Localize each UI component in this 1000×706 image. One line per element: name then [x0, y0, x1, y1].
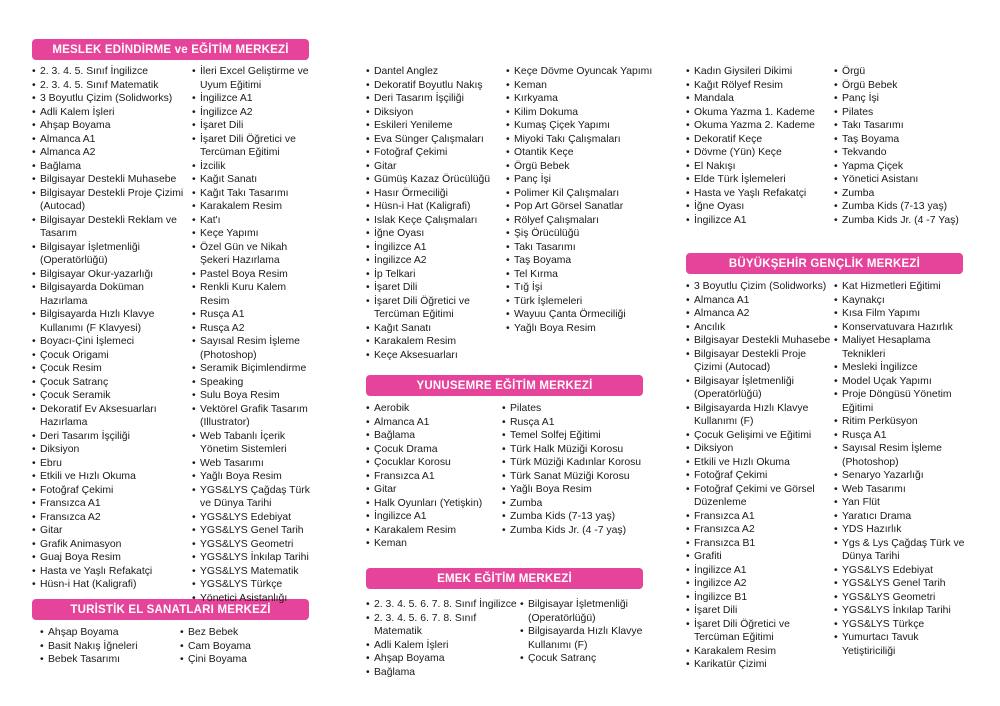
list-item: • Islak Keçe Çalışmaları — [366, 214, 506, 228]
list-item: • Pastel Boya Resim — [192, 268, 314, 282]
list-item: • Kat'ı — [192, 214, 314, 228]
emek-title: EMEK EĞİTİM MERKEZİ — [437, 572, 572, 585]
list-item: • Renkli Kuru Kalem Resim — [192, 281, 314, 308]
list-item: • Fransızca A1 — [686, 510, 831, 524]
list-item: • Cam Boyama — [180, 640, 300, 654]
list-item: • Bilgisayarda Doküman Hazırlama — [32, 281, 192, 308]
list-item: • Karakalem Resim — [366, 335, 506, 349]
list-item: • İngilizce A1 — [192, 92, 314, 106]
list-item: • Kadın Giysileri Dikimi — [686, 65, 831, 79]
list-item: • Zumba Kids Jr. (4 -7 yaş) — [502, 524, 652, 538]
list-item: • Fotoğraf Çekimi ve Görsel Düzenleme — [686, 483, 831, 510]
list-item: • Halk Oyunları (Yetişkin) — [366, 497, 502, 511]
list-item: • 2. 3. 4. 5. Sınıf Matematik — [32, 79, 192, 93]
list-item: • Aerobik — [366, 402, 502, 416]
list-item: • Konservatuvara Hazırlık — [834, 321, 974, 335]
list-item: • Diksiyon — [686, 442, 831, 456]
list-item: • İngilizce A2 — [686, 577, 831, 591]
list-item: • Fransızca A1 — [32, 497, 192, 511]
meslek-list-col3 — [366, 65, 506, 362]
turistik-list-col2 — [180, 626, 300, 667]
list-item: • Fotoğraf Çekimi — [366, 146, 506, 160]
meslek-title: MESLEK EDİNDİRME ve EĞİTİM MERKEZİ — [52, 43, 289, 56]
list-item: • Fransızca A2 — [686, 523, 831, 537]
list-item: • Tekvando — [834, 146, 974, 160]
list-item: • Yönetici Asistanlığı — [192, 592, 314, 606]
list-item: • YGS&LYS Geometri — [192, 538, 314, 552]
list-item: • Bilgisayar Destekli Proje Çizimi (Autocad) — [32, 187, 192, 214]
list-item: • Temel Solfej Eğitimi — [502, 429, 652, 443]
list-item: • YGS&LYS Geometri — [834, 591, 974, 605]
list-item: • Zumba — [502, 497, 652, 511]
list-item: • Yağlı Boya Resim — [192, 470, 314, 484]
list-item: • Zumba Kids (7-13 yaş) — [502, 510, 652, 524]
list-item: • Deri Tasarım İşçiliği — [32, 430, 192, 444]
list-item: • Pilates — [502, 402, 652, 416]
list-item: • Kaynakçı — [834, 294, 974, 308]
list-item: • Dekoratif Boyutlu Nakış — [366, 79, 506, 93]
list-item: • Şiş Örücülüğü — [506, 227, 656, 241]
list-item: • Panç İşi — [506, 173, 656, 187]
list-item: • Dekoratif Ev Aksesuarları Hazırlama — [32, 403, 192, 430]
list-item: • Zumba Kids (7-13 yaş) — [834, 200, 974, 214]
list-item: • Fransızca A2 — [32, 511, 192, 525]
list-item: • Yumurtacı Tavuk Yetiştiriciliği — [834, 631, 974, 658]
list-item: • İngilizce A1 — [686, 214, 831, 228]
list-item: • Fotoğraf Çekimi — [686, 469, 831, 483]
list-item: • Guaj Boya Resim — [32, 551, 192, 565]
list-item: • İngilizce A2 — [192, 106, 314, 120]
list-item: • Almanca A1 — [686, 294, 831, 308]
list-item: • YDS Hazırlık — [834, 523, 974, 537]
list-item: • Bağlama — [32, 160, 192, 174]
list-item: • Tığ İşi — [506, 281, 656, 295]
list-item: • Ritim Perküsyon — [834, 415, 974, 429]
list-item: • Eskileri Yenileme — [366, 119, 506, 133]
yunusemre-list-col2 — [502, 402, 652, 537]
list-item: • Zumba — [834, 187, 974, 201]
list-item: • İşaret Dili — [366, 281, 506, 295]
list-item: • İleri Excel Geliştirme ve Uyum Eğitimi — [192, 65, 314, 92]
list-item: • Kağıt Sanatı — [366, 322, 506, 336]
list-item: • Çocuk Origami — [32, 349, 192, 363]
list-item: • Hüsn-i Hat (Kaligrafi) — [366, 200, 506, 214]
list-item: • Ahşap Boyama — [366, 652, 518, 666]
list-item: • Web Tasarımı — [834, 483, 974, 497]
list-item: • Türk İşlemeleri — [506, 295, 656, 309]
list-item: • Etkili ve Hızlı Okuma — [32, 470, 192, 484]
list-item: • Bilgisayarda Hızlı Klavye Kullanımı (F) — [520, 625, 650, 652]
list-item: • 2. 3. 4. 5. 6. 7. 8. Sınıf Matematik — [366, 612, 518, 639]
list-item: • İşaret Dili — [686, 604, 831, 618]
list-item: • Vektörel Grafik Tasarım (Illustrator) — [192, 403, 314, 430]
list-item: • Grafik Animasyon — [32, 538, 192, 552]
list-item: • Taş Boyama — [506, 254, 656, 268]
list-item: • Dantel Anglez — [366, 65, 506, 79]
list-item: • Hasır Örmeciliği — [366, 187, 506, 201]
list-item: • Yan Flüt — [834, 496, 974, 510]
emek-list-col2 — [520, 598, 650, 666]
list-item: • Kağıt Takı Tasarımı — [192, 187, 314, 201]
list-item: • Wayuu Çanta Örmeciliği — [506, 308, 656, 322]
list-item: • Çocuklar Korosu — [366, 456, 502, 470]
list-item: • İngilizce A1 — [366, 241, 506, 255]
meslek-list-col1 — [32, 65, 192, 592]
list-item: • Mesleki İngilizce — [834, 361, 974, 375]
list-item: • Karakalem Resim — [192, 200, 314, 214]
list-item: • El Nakışı — [686, 160, 831, 174]
list-item: • Keçe Dövme Oyuncak Yapımı — [506, 65, 656, 79]
list-item: • İğne Oyası — [686, 200, 831, 214]
list-item: • Karakalem Resim — [366, 524, 502, 538]
list-item: • Gümüş Kazaz Örücülüğü — [366, 173, 506, 187]
meslek-list-col5 — [686, 65, 831, 227]
list-item: • Eva Sünger Çalışmaları — [366, 133, 506, 147]
list-item: • Web Tabanlı İçerik Yönetim Sistemleri — [192, 430, 314, 457]
list-item: • Zumba Kids Jr. (4 -7 Yaş) — [834, 214, 974, 228]
list-item: • Bilgisayar İşletmenliği (Operatörlüğü) — [686, 375, 831, 402]
list-item: • İngilizce B1 — [686, 591, 831, 605]
list-item: • Basit Nakış İğneleri — [40, 640, 180, 654]
genclik-title: BÜYÜKŞEHİR GENÇLİK MERKEZİ — [728, 257, 921, 270]
list-item: • Gitar — [366, 160, 506, 174]
list-item: • Hüsn-i Hat (Kaligrafi) — [32, 578, 192, 592]
list-item: • Kağıt Rölyef Resim — [686, 79, 831, 93]
list-item: • Almanca A2 — [32, 146, 192, 160]
list-item: • Bilgisayar Destekli Muhasebe — [32, 173, 192, 187]
list-item: • YGS&LYS Matematik — [192, 565, 314, 579]
yunusemre-list-col1 — [366, 402, 502, 551]
list-item: • Keçe Aksesuarları — [366, 349, 506, 363]
list-item: • Çocuk Resim — [32, 362, 192, 376]
list-item: • Rusça A1 — [192, 308, 314, 322]
list-item: • İşaret Dili Öğretici ve Tercüman Eğitimi — [192, 133, 314, 160]
turistik-title: TURİSTİK EL SANATLARI MERKEZİ — [70, 603, 271, 616]
list-item: • Kumaş Çiçek Yapımı — [506, 119, 656, 133]
list-item: • Ebru — [32, 457, 192, 471]
meslek-list-col6 — [834, 65, 974, 227]
turistik-list-col1 — [40, 626, 180, 667]
list-item: • YGS&LYS Türkçe — [834, 618, 974, 632]
list-item: • Türk Halk Müziği Korosu — [502, 443, 652, 457]
list-item: • Taş Boyama — [834, 133, 974, 147]
list-item: • Çocuk Gelişimi ve Eğitimi — [686, 429, 831, 443]
list-item: • Ygs & Lys Çağdaş Türk ve Dünya Tarihi — [834, 537, 974, 564]
list-item: • Keman — [366, 537, 502, 551]
list-item: • Karakalem Resim — [686, 645, 831, 659]
list-item: • Ahşap Boyama — [32, 119, 192, 133]
list-item: • 3 Boyutlu Çizim (Solidworks) — [32, 92, 192, 106]
list-item: • Miyoki Takı Çalışmaları — [506, 133, 656, 147]
list-item: • Bilgisayar Destekli Reklam ve Tasarım — [32, 214, 192, 241]
list-item: • Bağlama — [366, 429, 502, 443]
list-item: • İşaret Dili Öğretici ve Tercüman Eğitimi — [366, 295, 506, 322]
list-item: • Çocuk Drama — [366, 443, 502, 457]
list-item: • Tel Kırma — [506, 268, 656, 282]
list-item: • Yönetici Asistanı — [834, 173, 974, 187]
emek-header — [366, 568, 643, 589]
list-item: • İngilizce A1 — [686, 564, 831, 578]
list-item: • Etkili ve Hızlı Okuma — [686, 456, 831, 470]
list-item: • Okuma Yazma 1. Kademe — [686, 106, 831, 120]
list-item: • Sulu Boya Resim — [192, 389, 314, 403]
list-item: • Okuma Yazma 2. Kademe — [686, 119, 831, 133]
list-item: • Bilgisayar İşletmenliği (Operatörlüğü) — [520, 598, 650, 625]
list-item: • YGS&LYS Çağdaş Türk ve Dünya Tarihi — [192, 484, 314, 511]
list-item: • Sayısal Resim İşleme (Photoshop) — [192, 335, 314, 362]
list-item: • Panç İşi — [834, 92, 974, 106]
list-item: • Kısa Film Yapımı — [834, 307, 974, 321]
list-item: • YGS&LYS Edebiyat — [192, 511, 314, 525]
list-item: • Senaryo Yazarlığı — [834, 469, 974, 483]
list-item: • Kat Hizmetleri Eğitimi — [834, 280, 974, 294]
list-item: • Kağıt Sanatı — [192, 173, 314, 187]
genclik-header — [686, 253, 963, 274]
list-item: • YGS&LYS Genel Tarih — [192, 524, 314, 538]
list-item: • Türk Sanat Müziği Korosu — [502, 470, 652, 484]
list-item: • YGS&LYS Genel Tarih — [834, 577, 974, 591]
list-item: • Polimer Kil Çalışmaları — [506, 187, 656, 201]
list-item: • Maliyet Hesaplama Teknikleri — [834, 334, 974, 361]
list-item: • Proje Döngüsü Yönetim Eğitimi — [834, 388, 974, 415]
list-item: • Rusça A1 — [834, 429, 974, 443]
list-item: • İzcilik — [192, 160, 314, 174]
list-item: • Çocuk Satranç — [32, 376, 192, 390]
list-item: • YGS&LYS İnkılap Tarihi — [192, 551, 314, 565]
list-item: • Bilgisayarda Hızlı Klavye Kullanımı (F) — [686, 402, 831, 429]
list-item: • Dekoratif Keçe — [686, 133, 831, 147]
list-item: • Yapma Çiçek — [834, 160, 974, 174]
meslek-list-col4 — [506, 65, 656, 335]
list-item: • Takı Tasarımı — [834, 119, 974, 133]
list-item: • Sayısal Resim İşleme (Photoshop) — [834, 442, 974, 469]
list-item: • YGS&LYS Türkçe — [192, 578, 314, 592]
list-item: • Grafiti — [686, 550, 831, 564]
list-item: • Seramik Biçimlendirme — [192, 362, 314, 376]
list-item: • Bilgisayarda Hızlı Klavye Kullanımı (F Klavyesi) — [32, 308, 192, 335]
yunusemre-header — [366, 375, 643, 396]
list-item: • Adli Kalem İşleri — [366, 639, 518, 653]
list-item: • Kırkyama — [506, 92, 656, 106]
list-item: • Bilgisayar İşletmenliği (Operatörlüğü) — [32, 241, 192, 268]
list-item: • Özel Gün ve Nikah Şekeri Hazırlama — [192, 241, 314, 268]
list-item: • Keçe Yapımı — [192, 227, 314, 241]
list-item: • Deri Tasarım İşçiliği — [366, 92, 506, 106]
list-item: • Türk Müziği Kadınlar Korosu — [502, 456, 652, 470]
list-item: • Bilgisayar Destekli Proje Çizimi (Autocad) — [686, 348, 831, 375]
list-item: • Boyacı-Çini İşlemeci — [32, 335, 192, 349]
list-item: • Dövme (Yün) Keçe — [686, 146, 831, 160]
emek-list-col1 — [366, 598, 518, 679]
list-item: • Bez Bebek — [180, 626, 300, 640]
list-item: • Gitar — [32, 524, 192, 538]
list-item: • YGS&LYS İnkılap Tarihi — [834, 604, 974, 618]
list-item: • Bilgisayar Okur-yazarlığı — [32, 268, 192, 282]
list-item: • Örgü Bebek — [834, 79, 974, 93]
list-item: • Rölyef Çalışmaları — [506, 214, 656, 228]
list-item: • Rusça A2 — [192, 322, 314, 336]
list-item: • Çocuk Seramik — [32, 389, 192, 403]
meslek-list-col2 — [192, 65, 314, 605]
list-item: • Pop Art Görsel Sanatlar — [506, 200, 656, 214]
list-item: • Çini Boyama — [180, 653, 300, 667]
list-item: • Diksiyon — [366, 106, 506, 120]
list-item: • Almanca A1 — [366, 416, 502, 430]
list-item: • İp Telkari — [366, 268, 506, 282]
list-item: • 3 Boyutlu Çizim (Solidworks) — [686, 280, 831, 294]
list-item: • Örgü — [834, 65, 974, 79]
list-item: • Speaking — [192, 376, 314, 390]
list-item: • Almanca A1 — [32, 133, 192, 147]
list-item: • İşaret Dili — [192, 119, 314, 133]
list-item: • Diksiyon — [32, 443, 192, 457]
list-item: • Kilim Dokuma — [506, 106, 656, 120]
meslek-header — [32, 39, 309, 60]
list-item: • Hasta ve Yaşlı Refakatçi — [32, 565, 192, 579]
list-item: • Örgü Bebek — [506, 160, 656, 174]
list-item: • YGS&LYS Edebiyat — [834, 564, 974, 578]
list-item: • Rusça A1 — [502, 416, 652, 430]
list-item: • İşaret Dili Öğretici ve Tercüman Eğitimi — [686, 618, 831, 645]
genclik-list-col1 — [686, 280, 831, 672]
list-item: • Yağlı Boya Resim — [506, 322, 656, 336]
list-item: • Fransızca B1 — [686, 537, 831, 551]
list-item: • Pilates — [834, 106, 974, 120]
list-item: • Web Tasarımı — [192, 457, 314, 471]
list-item: • Keman — [506, 79, 656, 93]
list-item: • Mandala — [686, 92, 831, 106]
list-item: • Otantik Keçe — [506, 146, 656, 160]
yunusemre-title: YUNUSEMRE EĞİTİM MERKEZİ — [416, 379, 593, 392]
list-item: • 2. 3. 4. 5. Sınıf İngilizce — [32, 65, 192, 79]
list-item: • Adli Kalem İşleri — [32, 106, 192, 120]
list-item: • Almanca A2 — [686, 307, 831, 321]
list-item: • Bilgisayar Destekli Muhasebe — [686, 334, 831, 348]
list-item: • Hasta ve Yaşlı Refakatçi — [686, 187, 831, 201]
genclik-list-col2 — [834, 280, 974, 658]
list-item: • Model Uçak Yapımı — [834, 375, 974, 389]
list-item: • Bağlama — [366, 666, 518, 680]
list-item: • Fransızca A1 — [366, 470, 502, 484]
list-item: • Elde Türk İşlemeleri — [686, 173, 831, 187]
list-item: • Yaratıcı Drama — [834, 510, 974, 524]
list-item: • İngilizce A1 — [366, 510, 502, 524]
list-item: • Çocuk Satranç — [520, 652, 650, 666]
list-item: • Ancılık — [686, 321, 831, 335]
list-item: • Karikatür Çizimi — [686, 658, 831, 672]
list-item: • Fotoğraf Çekimi — [32, 484, 192, 498]
list-item: • Bebek Tasarımı — [40, 653, 180, 667]
list-item: • İğne Oyası — [366, 227, 506, 241]
list-item: • 2. 3. 4. 5. 6. 7. 8. Sınıf İngilizce — [366, 598, 518, 612]
list-item: • İngilizce A2 — [366, 254, 506, 268]
list-item: • Yağlı Boya Resim — [502, 483, 652, 497]
list-item: • Gitar — [366, 483, 502, 497]
list-item: • Takı Tasarımı — [506, 241, 656, 255]
list-item: • Ahşap Boyama — [40, 626, 180, 640]
